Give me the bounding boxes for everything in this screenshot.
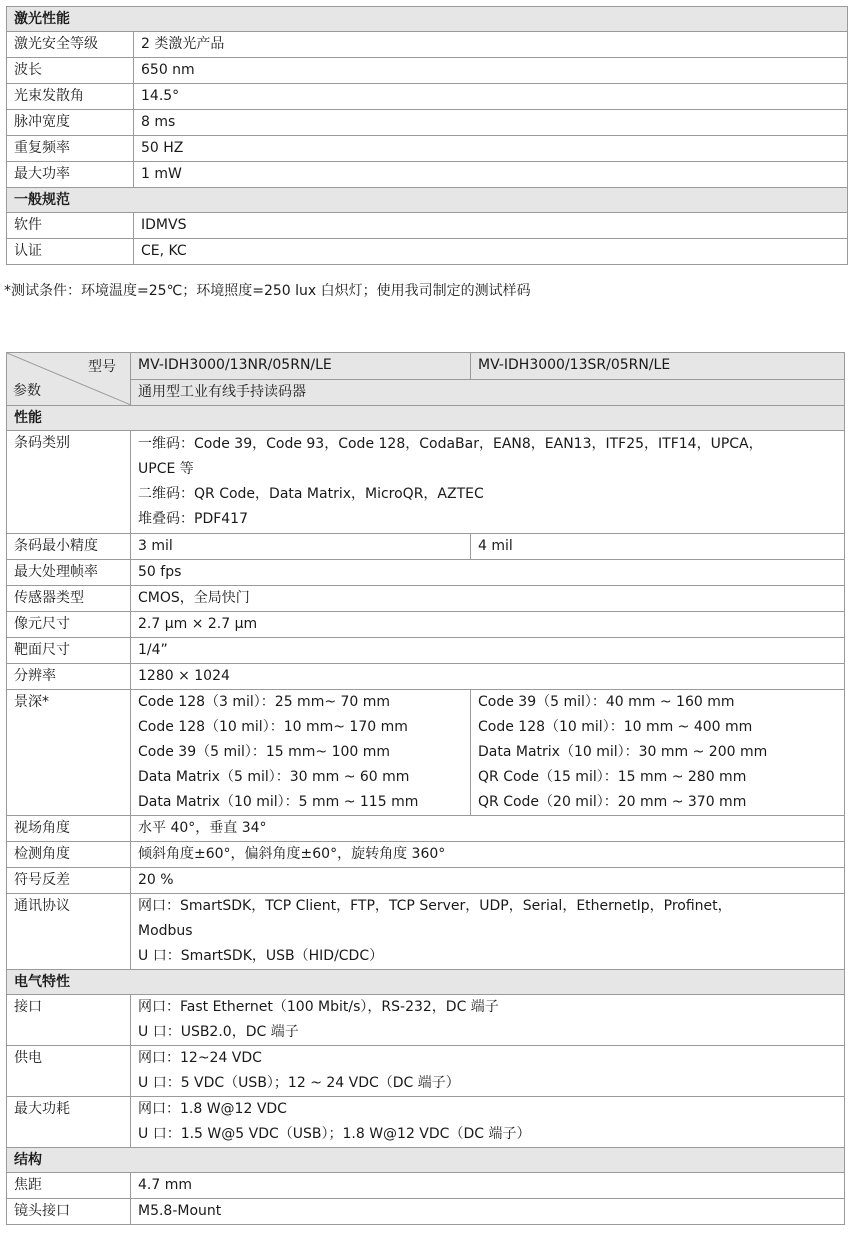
row-label: 像元尺寸	[7, 612, 131, 638]
protocol-line: Modbus	[138, 923, 193, 939]
dof-line: QR Code（15 mil）：15 mm ~ 280 mm	[478, 769, 747, 785]
table-row	[7, 239, 848, 265]
row-label: 最大功率	[7, 162, 134, 188]
row-value	[131, 431, 845, 534]
row-value: IDMVS	[134, 213, 848, 239]
row-value: 4.7 mm	[131, 1173, 845, 1199]
table-row	[7, 560, 845, 586]
table-row	[7, 868, 845, 894]
section-row	[7, 188, 848, 213]
row-label: 接口	[7, 995, 131, 1046]
electrical-line: U 口：USB2.0，DC 端子	[138, 1024, 299, 1040]
section-row	[7, 7, 848, 32]
row-label: 景深*	[7, 690, 131, 816]
product-spec-table	[6, 352, 845, 1225]
row-label: 检测角度	[7, 842, 131, 868]
row-value: CMOS，全局快门	[131, 586, 845, 612]
row-value: 20 %	[131, 868, 845, 894]
table-row	[7, 1199, 845, 1225]
section-row	[7, 406, 845, 431]
barcode-type-line: 一维码：Code 39，Code 93，Code 128，CodaBar，EAN8，EAN13，ITF25，ITF14，UPCA，	[138, 436, 763, 452]
row-value: 1/4”	[131, 638, 845, 664]
row-label: 光束发散角	[7, 84, 134, 110]
row-label: 靶面尺寸	[7, 638, 131, 664]
section-title-laser: 激光性能	[7, 7, 848, 32]
row-label: 软件	[7, 213, 134, 239]
dof-line: Data Matrix（10 mil）：30 mm ~ 200 mm	[478, 744, 768, 760]
dof-line: Code 128（10 mil）：10 mm ~ 400 mm	[478, 719, 753, 735]
table-row	[7, 1046, 845, 1097]
table-row	[7, 586, 845, 612]
protocol-line: U 口：SmartSDK，USB（HID/CDC）	[138, 948, 384, 964]
row-value: 50 fps	[131, 560, 845, 586]
row-value	[131, 1097, 845, 1148]
table-row	[7, 84, 848, 110]
row-value-a	[131, 690, 471, 816]
section-title-electrical: 电气特性	[7, 970, 845, 995]
table-row	[7, 431, 845, 534]
row-label: 激光安全等级	[7, 32, 134, 58]
barcode-type-line: 二维码：QR Code，Data Matrix，MicroQR，AZTEC	[138, 486, 484, 502]
model-label: 型号	[88, 359, 116, 375]
table-row	[7, 612, 845, 638]
row-value: CE, KC	[134, 239, 848, 265]
row-label: 最大处理帧率	[7, 560, 131, 586]
row-value: 1280 × 1024	[131, 664, 845, 690]
test-condition-note: *测试条件：环境温度=25℃；环境照度=250 lux 白炽灯；使用我司制定的测试样码	[4, 283, 531, 299]
row-value: 倾斜角度±60°，偏斜角度±60°，旋转角度 360°	[131, 842, 845, 868]
row-value: 650 nm	[134, 58, 848, 84]
dof-line: Code 39（5 mil）：40 mm ~ 160 mm	[478, 694, 735, 710]
row-value	[131, 995, 845, 1046]
row-value: 2.7 μm × 2.7 μm	[131, 612, 845, 638]
section-title-general: 一般规范	[7, 188, 848, 213]
row-value: 14.5°	[134, 84, 848, 110]
barcode-type-line: UPCE 等	[138, 461, 194, 477]
table-row	[7, 664, 845, 690]
table-row	[7, 894, 845, 970]
header-row	[7, 379, 845, 406]
table-row	[7, 32, 848, 58]
row-label: 焦距	[7, 1173, 131, 1199]
table-row	[7, 110, 848, 136]
table-row	[7, 690, 845, 816]
electrical-line: U 口：1.5 W@5 VDC（USB）；1.8 W@12 VDC（DC 端子）	[138, 1126, 531, 1142]
section-title-structure: 结构	[7, 1148, 845, 1173]
table-row	[7, 1173, 845, 1199]
table-row	[7, 213, 848, 239]
table-row	[7, 1097, 845, 1148]
row-value: 1 mW	[134, 162, 848, 188]
row-label: 符号反差	[7, 868, 131, 894]
protocol-line: 网口：SmartSDK，TCP Client，FTP，TCP Server，UDP，Serial，EthernetIp，Profinet，	[138, 898, 732, 914]
row-value: 2 类激光产品	[134, 32, 848, 58]
electrical-line: U 口：5 VDC（USB）；12 ~ 24 VDC（DC 端子）	[138, 1075, 460, 1091]
row-label: 认证	[7, 239, 134, 265]
table-row	[7, 136, 848, 162]
row-label: 传感器类型	[7, 586, 131, 612]
row-value: 50 HZ	[134, 136, 848, 162]
section-row	[7, 970, 845, 995]
row-value-b: 4 mil	[471, 534, 845, 560]
table-row	[7, 816, 845, 842]
row-value	[131, 894, 845, 970]
dof-line: Code 39（5 mil）：15 mm~ 100 mm	[138, 744, 391, 760]
param-label: 参数	[13, 383, 41, 399]
row-value-a: 3 mil	[131, 534, 471, 560]
table-row	[7, 58, 848, 84]
row-label: 通讯协议	[7, 894, 131, 970]
row-label: 波长	[7, 58, 134, 84]
table-row	[7, 842, 845, 868]
section-row	[7, 1148, 845, 1173]
electrical-line: 网口：1.8 W@12 VDC	[138, 1101, 287, 1117]
row-label: 分辨率	[7, 664, 131, 690]
dof-line: QR Code（20 mil）：20 mm ~ 370 mm	[478, 794, 747, 810]
product-description: 通用型工业有线手持读码器	[131, 379, 845, 406]
header-corner-cell	[7, 353, 131, 406]
row-value: 水平 40°，垂直 34°	[131, 816, 845, 842]
row-value: 8 ms	[134, 110, 848, 136]
dof-line: Code 128（3 mil）：25 mm~ 70 mm	[138, 694, 391, 710]
model-a-name: MV-IDH3000/13NR/05RN/LE	[131, 353, 471, 380]
laser-spec-table	[6, 6, 848, 265]
model-b-name: MV-IDH3000/13SR/05RN/LE	[471, 353, 845, 380]
table-row	[7, 162, 848, 188]
table-row	[7, 534, 845, 560]
row-label: 脉冲宽度	[7, 110, 134, 136]
section-title-performance: 性能	[7, 406, 845, 431]
header-row	[7, 353, 845, 380]
table-row	[7, 638, 845, 664]
electrical-line: 网口：12~24 VDC	[138, 1050, 262, 1066]
table-row	[7, 995, 845, 1046]
row-label: 条码最小精度	[7, 534, 131, 560]
electrical-line: 网口：Fast Ethernet（100 Mbit/s），RS-232，DC 端子	[138, 999, 499, 1015]
row-value	[131, 1046, 845, 1097]
row-label: 条码类别	[7, 431, 131, 534]
row-label: 镜头接口	[7, 1199, 131, 1225]
row-label: 最大功耗	[7, 1097, 131, 1148]
row-label: 重复频率	[7, 136, 134, 162]
dof-line: Data Matrix（5 mil）：30 mm ~ 60 mm	[138, 769, 410, 785]
row-value: M5.8-Mount	[131, 1199, 845, 1225]
dof-line: Code 128（10 mil）：10 mm~ 170 mm	[138, 719, 408, 735]
row-value-b	[471, 690, 845, 816]
row-label: 视场角度	[7, 816, 131, 842]
row-label: 供电	[7, 1046, 131, 1097]
barcode-type-line: 堆叠码：PDF417	[138, 511, 248, 527]
dof-line: Data Matrix（10 mil）：5 mm ~ 115 mm	[138, 794, 419, 810]
